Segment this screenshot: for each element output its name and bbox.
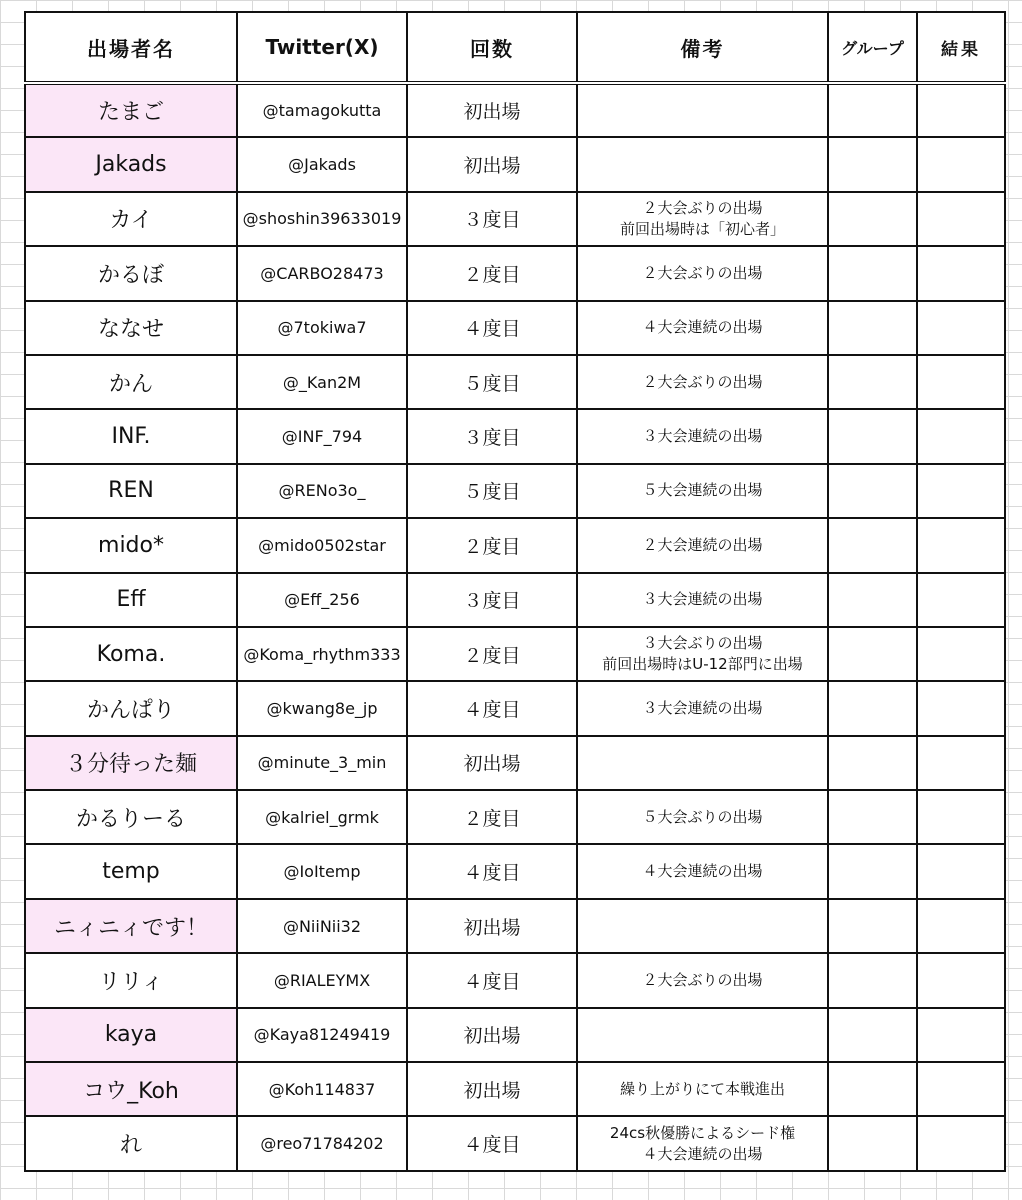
note-line: 24cs秋優勝によるシード権: [609, 1123, 796, 1142]
note-cell[interactable]: [577, 736, 828, 790]
table-row: [25, 464, 1005, 518]
note-cell[interactable]: [577, 355, 828, 409]
twitter-handle-cell[interactable]: @minute_3_min: [237, 736, 407, 790]
appearance-count-cell[interactable]: 初出場: [407, 736, 577, 790]
appearance-count-cell[interactable]: ４度目: [407, 1116, 577, 1170]
group-cell[interactable]: [828, 1008, 917, 1062]
appearance-count-cell[interactable]: ４度目: [407, 301, 577, 355]
participant-name-cell[interactable]: REN: [25, 464, 237, 518]
result-cell[interactable]: [917, 953, 1005, 1007]
participant-name-cell[interactable]: INF.: [25, 409, 237, 463]
participant-name-cell[interactable]: かるりーる: [25, 790, 237, 844]
header-note: 備考: [577, 12, 828, 83]
group-cell[interactable]: [828, 464, 917, 518]
twitter-handle-cell[interactable]: @kwang8e_jp: [237, 681, 407, 735]
note-cell[interactable]: [577, 627, 828, 681]
twitter-handle-cell[interactable]: @Kaya81249419: [237, 1008, 407, 1062]
table-row: [25, 790, 1005, 844]
appearance-count-cell[interactable]: ５度目: [407, 355, 577, 409]
result-cell[interactable]: [917, 790, 1005, 844]
twitter-handle-cell[interactable]: @Eff_256: [237, 573, 407, 627]
participants-table: [24, 11, 1006, 1172]
note-cell[interactable]: [577, 953, 828, 1007]
result-cell[interactable]: [917, 83, 1005, 137]
group-cell[interactable]: [828, 627, 917, 681]
note-line: ２大会ぶりの出場: [642, 372, 763, 391]
appearance-count-cell[interactable]: ３度目: [407, 192, 577, 246]
participant-name-cell[interactable]: ななせ: [25, 301, 237, 355]
result-cell[interactable]: [917, 736, 1005, 790]
note-line: 前回出場時は「初心者」: [619, 219, 785, 238]
note-line: ３大会連続の出場: [642, 698, 763, 717]
group-cell[interactable]: [828, 192, 917, 246]
twitter-handle-cell[interactable]: @Koma_rhythm333: [237, 627, 407, 681]
appearance-count-cell[interactable]: 初出場: [407, 137, 577, 191]
table-row: [25, 246, 1005, 300]
table-row: [25, 409, 1005, 463]
appearance-count-cell[interactable]: ４度目: [407, 681, 577, 735]
note-cell[interactable]: [577, 246, 828, 300]
result-cell[interactable]: [917, 301, 1005, 355]
participant-name-cell[interactable]: ニィニィです！: [25, 899, 237, 953]
group-cell[interactable]: [828, 899, 917, 953]
table-row: [25, 518, 1005, 572]
appearance-count-cell[interactable]: 初出場: [407, 1062, 577, 1116]
note-cell[interactable]: [577, 790, 828, 844]
group-cell[interactable]: [828, 246, 917, 300]
appearance-count-cell[interactable]: ２度目: [407, 627, 577, 681]
table-row: [25, 627, 1005, 681]
note-cell[interactable]: [577, 681, 828, 735]
participant-name-cell[interactable]: かん: [25, 355, 237, 409]
table-row: [25, 192, 1005, 246]
note-line: ２大会ぶりの出場: [642, 198, 763, 217]
note-cell[interactable]: [577, 1116, 828, 1170]
twitter-handle-cell[interactable]: @Jakads: [237, 137, 407, 191]
table-row: [25, 953, 1005, 1007]
result-cell[interactable]: [917, 899, 1005, 953]
note-line: ４大会連続の出場: [642, 862, 763, 881]
appearance-count-cell[interactable]: 初出場: [407, 1008, 577, 1062]
note-line: ２大会連続の出場: [642, 535, 763, 554]
participant-name-cell[interactable]: temp: [25, 844, 237, 898]
note-cell[interactable]: [577, 83, 828, 137]
note-cell[interactable]: [577, 1062, 828, 1116]
note-cell[interactable]: [577, 192, 828, 246]
appearance-count-cell[interactable]: ２度目: [407, 246, 577, 300]
twitter-handle-cell[interactable]: @RENo3o_: [237, 464, 407, 518]
note-line: ４大会連続の出場: [642, 1144, 763, 1163]
twitter-handle-cell[interactable]: @mido0502star: [237, 518, 407, 572]
result-cell[interactable]: [917, 627, 1005, 681]
appearance-count-cell[interactable]: 初出場: [407, 899, 577, 953]
appearance-count-cell[interactable]: ４度目: [407, 844, 577, 898]
table-row: [25, 1116, 1005, 1170]
note-cell[interactable]: [577, 899, 828, 953]
header-twitter: Twitter(X): [237, 12, 407, 83]
note-line: ５大会ぶりの出場: [642, 807, 763, 826]
table-row: [25, 899, 1005, 953]
table-row: [25, 83, 1005, 137]
twitter-handle-cell[interactable]: @Koh114837: [237, 1062, 407, 1116]
twitter-handle-cell[interactable]: @tamagokutta: [237, 83, 407, 137]
group-cell[interactable]: [828, 790, 917, 844]
twitter-handle-cell[interactable]: @RIALEYMX: [237, 953, 407, 1007]
table-row: [25, 301, 1005, 355]
note-cell[interactable]: [577, 464, 828, 518]
result-cell[interactable]: [917, 464, 1005, 518]
appearance-count-cell[interactable]: ２度目: [407, 790, 577, 844]
appearance-count-cell[interactable]: ３度目: [407, 573, 577, 627]
appearance-count-cell[interactable]: 初出場: [407, 83, 577, 137]
note-line: 繰り上がりにて本戦進出: [619, 1079, 785, 1098]
group-cell[interactable]: [828, 355, 917, 409]
note-cell[interactable]: [577, 518, 828, 572]
participant-name-cell[interactable]: Jakads: [25, 137, 237, 191]
table-body: [25, 83, 1005, 1171]
group-cell[interactable]: [828, 844, 917, 898]
header-row: [25, 12, 1005, 83]
group-cell[interactable]: [828, 137, 917, 191]
note-cell[interactable]: [577, 301, 828, 355]
result-cell[interactable]: [917, 1062, 1005, 1116]
group-cell[interactable]: [828, 681, 917, 735]
participant-name-cell[interactable]: かんぱり: [25, 681, 237, 735]
table-row: [25, 355, 1005, 409]
twitter-handle-cell[interactable]: @reo71784202: [237, 1116, 407, 1170]
participant-name-cell[interactable]: kaya: [25, 1008, 237, 1062]
note-cell[interactable]: [577, 409, 828, 463]
note-cell[interactable]: [577, 573, 828, 627]
header-count: 回数: [407, 12, 577, 83]
twitter-handle-cell[interactable]: @IoItemp: [237, 844, 407, 898]
participant-name-cell[interactable]: コウ_Koh: [25, 1062, 237, 1116]
table-row: [25, 573, 1005, 627]
group-cell[interactable]: [828, 953, 917, 1007]
group-cell[interactable]: [828, 736, 917, 790]
header-result: 結果: [917, 12, 1005, 83]
participant-name-cell[interactable]: れ: [25, 1116, 237, 1170]
result-cell[interactable]: [917, 518, 1005, 572]
appearance-count-cell[interactable]: ２度目: [407, 518, 577, 572]
result-cell[interactable]: [917, 137, 1005, 191]
participant-name-cell[interactable]: かるぼ: [25, 246, 237, 300]
twitter-handle-cell[interactable]: @INF_794: [237, 409, 407, 463]
result-cell[interactable]: [917, 573, 1005, 627]
result-cell[interactable]: [917, 192, 1005, 246]
group-cell[interactable]: [828, 518, 917, 572]
table-row: [25, 137, 1005, 191]
note-line: ２大会ぶりの出場: [642, 263, 763, 282]
table-header: [25, 12, 1005, 83]
participant-name-cell[interactable]: Koma.: [25, 627, 237, 681]
participant-name-cell[interactable]: たまご: [25, 83, 237, 137]
table-row: [25, 736, 1005, 790]
participant-name-cell[interactable]: リリィ: [25, 953, 237, 1007]
result-cell[interactable]: [917, 681, 1005, 735]
twitter-handle-cell[interactable]: @shoshin39633019: [237, 192, 407, 246]
header-name: 出場者名: [25, 12, 237, 83]
participant-name-cell[interactable]: ３分待った麺: [25, 736, 237, 790]
note-cell[interactable]: [577, 1008, 828, 1062]
participant-name-cell[interactable]: カイ: [25, 192, 237, 246]
note-line: ３大会ぶりの出場: [642, 634, 763, 653]
result-cell[interactable]: [917, 246, 1005, 300]
group-cell[interactable]: [828, 573, 917, 627]
twitter-handle-cell[interactable]: @7tokiwa7: [237, 301, 407, 355]
group-cell[interactable]: [828, 301, 917, 355]
group-cell[interactable]: [828, 409, 917, 463]
note-line: 前回出場時はU-12部門に出場: [602, 655, 803, 674]
note-line: ５大会連続の出場: [642, 481, 763, 500]
appearance-count-cell[interactable]: ４度目: [407, 953, 577, 1007]
result-cell[interactable]: [917, 355, 1005, 409]
twitter-handle-cell[interactable]: @CARBO28473: [237, 246, 407, 300]
participant-name-cell[interactable]: Eff: [25, 573, 237, 627]
table-row: [25, 1008, 1005, 1062]
twitter-handle-cell[interactable]: @_Kan2M: [237, 355, 407, 409]
appearance-count-cell[interactable]: ５度目: [407, 464, 577, 518]
note-line: ４大会連続の出場: [642, 318, 763, 337]
result-cell[interactable]: [917, 1116, 1005, 1170]
note-line: ３大会連続の出場: [642, 427, 763, 446]
twitter-handle-cell[interactable]: @NiiNii32: [237, 899, 407, 953]
group-cell[interactable]: [828, 1116, 917, 1170]
group-cell[interactable]: [828, 1062, 917, 1116]
note-line: ２大会ぶりの出場: [642, 970, 763, 989]
table-row: [25, 1062, 1005, 1116]
twitter-handle-cell[interactable]: @kalriel_grmk: [237, 790, 407, 844]
group-cell[interactable]: [828, 83, 917, 137]
note-cell[interactable]: [577, 137, 828, 191]
note-line: ３大会連続の出場: [642, 590, 763, 609]
header-group: グループ: [828, 12, 917, 83]
note-cell[interactable]: [577, 844, 828, 898]
participant-name-cell[interactable]: mido*: [25, 518, 237, 572]
table-row: [25, 681, 1005, 735]
appearance-count-cell[interactable]: ３度目: [407, 409, 577, 463]
table-row: [25, 844, 1005, 898]
result-cell[interactable]: [917, 1008, 1005, 1062]
result-cell[interactable]: [917, 409, 1005, 463]
result-cell[interactable]: [917, 844, 1005, 898]
